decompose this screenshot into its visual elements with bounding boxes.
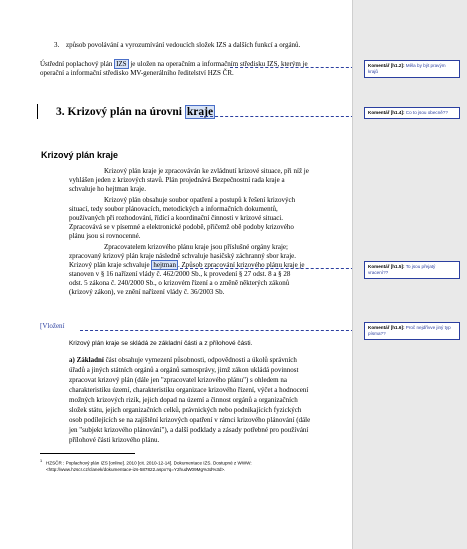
comment-balloon-3[interactable] bbox=[364, 261, 460, 279]
footnote-line1 bbox=[40, 458, 345, 467]
paragraph-ustredni-line2: operační a informační středisko MV-generálního ředitelství HZS ČR. bbox=[40, 69, 234, 77]
comment-text: Co to jsou obecně?? bbox=[405, 110, 448, 115]
comment-connector-1 bbox=[230, 67, 364, 68]
paragraph-b-line1: Krizový plán obsahuje soubor opatření a postupů k řešení krizových bbox=[104, 196, 296, 204]
paragraph-e-line4: charakteristiku území, charakteristiku organizace krizového řízení, výčet a hodnocení bbox=[69, 386, 309, 394]
footnote-text: HZSČR : Poplachový plán IZS [online]. 2010 [cit. 2010-12-14]. Dokumentace IZS. Dostupné z WWW: bbox=[45, 460, 252, 466]
heading-krizovy-plan: Krizový plán kraje bbox=[41, 150, 119, 160]
paragraph-e-line8: jen "subjekt krizového plánování"), a další podklady a zásady potřebné pro používání bbox=[69, 426, 309, 434]
paragraph-a-line3: schvaluje ho hejtman kraje. bbox=[69, 185, 146, 193]
comment-anchor-izs[interactable]: IZS bbox=[116, 60, 127, 68]
comment-connector-2 bbox=[200, 116, 364, 117]
footnote bbox=[40, 458, 345, 473]
text-run: Krizový plán kraje schvaluje bbox=[69, 261, 152, 269]
heading-krizovy-plan-kraje-3 bbox=[56, 105, 215, 119]
paragraph-c-line2: zpracovaný krizový plán kraje následně schvaluje hasičský záchranný sbor kraje. bbox=[69, 252, 297, 260]
paragraph-e-line9: přílohové části krizového plánu. bbox=[69, 436, 160, 444]
footnote-marker: 1 bbox=[40, 459, 43, 463]
comment-anchor-hejtman[interactable]: hejtman bbox=[153, 261, 176, 269]
paragraph-e-line5: možných krizových rizik, jejich dopad na území a činnost orgánů a organizačních bbox=[69, 396, 298, 404]
text-run: . Způsob zpracování krizového plánu kraje je bbox=[177, 261, 305, 269]
paragraph-c-line4: stanoven v § 16 nařízení vlády č. 462/2000 Sb., k provedení § 27 odst. 8 a § 28 bbox=[69, 270, 291, 278]
paragraph-b-line4: Zpracovává se v písemné a elektronické podobě, přičemž obě podoby krizového bbox=[69, 223, 294, 231]
footnote-separator bbox=[40, 453, 135, 454]
comment-connector-3 bbox=[180, 268, 364, 269]
paragraph-e-line1 bbox=[69, 356, 297, 365]
comment-tag: Komentář [h1.4]: bbox=[368, 110, 405, 115]
paragraph-b-line5: plánu jsou si rovnocenné. bbox=[69, 232, 141, 240]
paragraph-b-line2: situací, tedy soubor plánovacích, metodických a informačních dokumentů, bbox=[69, 205, 278, 213]
list-number: 3. bbox=[54, 41, 60, 49]
comment-tag: Komentář [h1.5]: bbox=[368, 264, 405, 269]
paragraph-e-line7: osob podílejících se na zajištění krizových opatření v rámci krizového plánování (dále bbox=[69, 416, 311, 424]
paragraph-e-line3: zpracovat krizový plán (dále jen "zpracovatel krizového plánu") s ohledem na bbox=[69, 376, 287, 384]
paragraph-c-line6: (krizový zákon), ve znění nařízení vlády č. 36/2003 Sb. bbox=[69, 288, 225, 296]
comment-connector-4 bbox=[80, 330, 364, 331]
paragraph-c-line1: Zpracovatelem krizového plánu kraje jsou příslušné orgány kraje; bbox=[104, 243, 288, 251]
comment-text: To jsou přejatý vracení?? bbox=[368, 264, 436, 275]
paragraph-e-line2: úřadů a jiných státních orgánů a orgánů samosprávy, jimž zákon ukládá povinnost bbox=[69, 366, 299, 374]
list-item-text: způsob povolávání a vyrozumívání vedoucích složek IZS a dalších funkcí a orgánů. bbox=[66, 41, 301, 49]
paragraph-c-line5: odst. 5 zákona č. 240/2000 Sb., o krizovém řízení a o změně některých zákonů bbox=[69, 279, 290, 287]
label-zakladni: a) Základní bbox=[69, 356, 104, 364]
paragraph-a-line2: vyhlášen jeden z krizových stavů. Plán projednává Bezpečnostní rada kraje a bbox=[69, 176, 285, 184]
heading-text: 3. Krizový plán na úrovni bbox=[56, 106, 185, 118]
paragraph-d: Krizový plán kraje se skládá ze základní části a z přílohové části. bbox=[69, 340, 253, 347]
text-run: Ústřední poplachový plán bbox=[40, 60, 115, 68]
insertion-marker[interactable]: [Vložení bbox=[40, 322, 65, 330]
text-run: je uložen na operačním a informačním středisku IZS, kterým je bbox=[128, 60, 308, 68]
comment-balloon-2[interactable] bbox=[364, 107, 460, 119]
comment-balloon-1[interactable] bbox=[364, 60, 460, 78]
footnote-line2: <http://www.hzscr.cz/clanek/dokumentace-izs-587822.aspx?q=Y2hudW09Mg%3d%3d>. bbox=[46, 466, 226, 472]
paragraph-b-line3: používaných při rozhodování, řídící a koordinační činnosti v krizové situaci. bbox=[69, 214, 284, 222]
comment-text: Proč nejdřívve jiný typ písma?? bbox=[368, 325, 451, 336]
comment-balloon-4[interactable] bbox=[364, 322, 460, 340]
text-run: část obsahuje vymezení působnosti, odpovědnosti a úkolů správních bbox=[103, 356, 297, 364]
text-cursor bbox=[37, 104, 38, 119]
comment-tag: Komentář [h1.2]: bbox=[368, 63, 405, 68]
comment-tag: Komentář [h1.6]: bbox=[368, 325, 405, 330]
comment-anchor-kraje[interactable]: kraje bbox=[186, 106, 214, 118]
paragraph-e-line6: složek státu, jejich organizačních celků, právnických nebo podnikajících fyzických bbox=[69, 406, 302, 414]
paragraph-a-line1: Krizový plán kraje je zpracováván ke zvládnutí krizové situace, při níž je bbox=[104, 167, 309, 175]
comment-text: Měla by být pravým krajů bbox=[368, 63, 446, 74]
